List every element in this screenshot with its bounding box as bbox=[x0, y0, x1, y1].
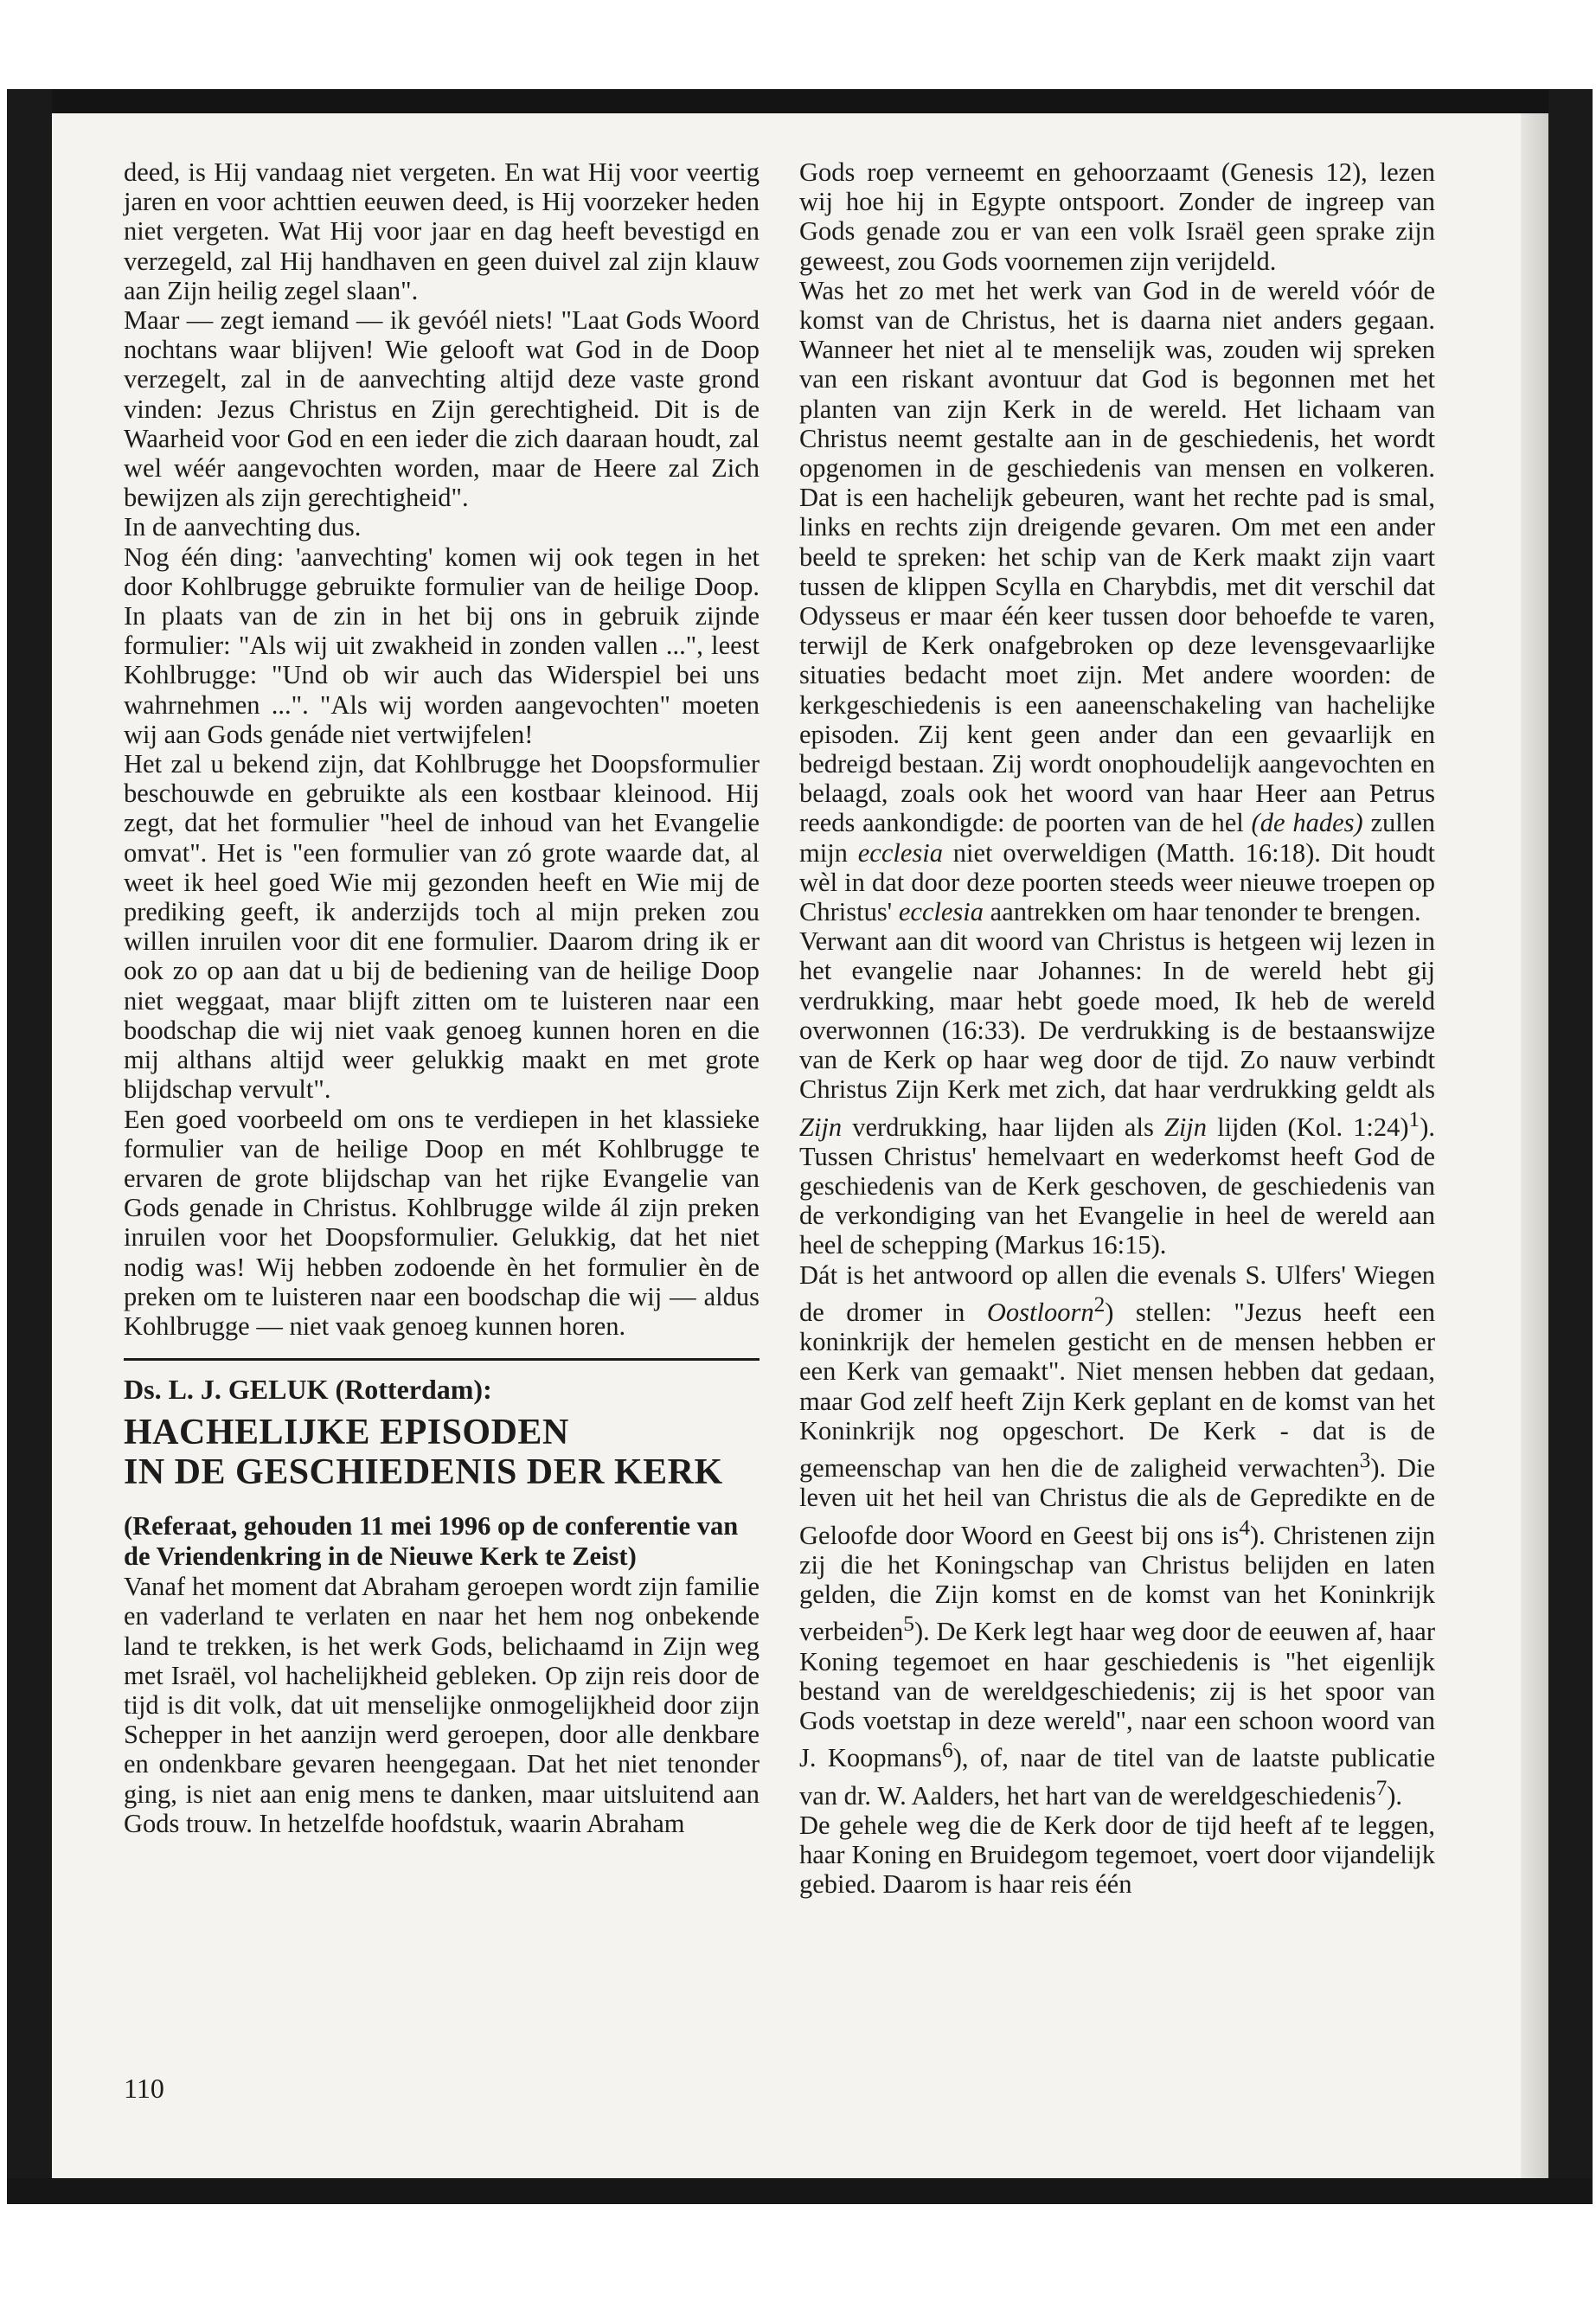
right-paragraph-3 bbox=[799, 926, 1435, 1259]
article-subtitle: (Referaat, gehouden 11 mei 1996 op de conferentie van de Vriendenkring in de Nieuwe Kerk te Zeist) bbox=[124, 1511, 739, 1572]
text-run: ). Tussen Christus' hemelvaart en wederkomst heeft God de geschiedenis van de Kerk geschoven, de geschiedenis van de verkondiging van het Evangelie in heel de wereld aan heel de schepping (Markus 16:15). bbox=[799, 1112, 1435, 1260]
article-title-line-1: HACHELIJKE EPISODEN bbox=[124, 1413, 569, 1453]
footnote-ref: 5 bbox=[903, 1612, 914, 1637]
italic-text: (de hades) bbox=[1251, 808, 1363, 838]
footnote-ref: 3 bbox=[1359, 1448, 1371, 1473]
left-paragraph-2: Maar — zegt iemand — ik gevóél niets! "Laat Gods Woord nochtans waar blijven! Wie gelooft wat God in de Doop verzegelt, zal in de aanvechting altijd deze vaste grond vinden: Jezus Christus en Zijn gerechtigheid. Dit is de Waarheid voor God en een ieder die zich daaraan houdt, zal wel wéér aangevochten worden, maar de Heere zal Zich bewijzen als zijn gerechtigheid". bbox=[124, 305, 760, 513]
page-edge-shadow bbox=[1521, 113, 1548, 2178]
article-title-line-2: IN DE GESCHIEDENIS DER KERK bbox=[124, 1452, 723, 1493]
right-paragraph-1: Gods roep verneemt en gehoorzaamt (Genesis 12), lezen wij hoe hij in Egypte ontspoort. Zonder de ingreep van Gods genade zou er van een volk Israël geen sprake zijn geweest, zou Gods voornemen zijn verijdeld. bbox=[799, 157, 1435, 276]
text-run: aantrekken om haar tenonder te brengen. bbox=[984, 897, 1421, 927]
text-run: ), of, naar de titel van de laatste publicatie van dr. W. Aalders, het hart van de wereldgeschiedenis bbox=[799, 1743, 1435, 1811]
italic-text: ecclesia bbox=[857, 837, 943, 868]
section-divider bbox=[124, 1358, 760, 1361]
left-paragraph-5: Het zal u bekend zijn, dat Kohlbrugge het Doopsformulier beschouwde en gebruikte als een kostbaar kleinood. Hij zegt, dat het formulier "heel de inhoud van het Evangelie omvat". Het is "een formulier van zó grote waarde dat, al weet ik heel goed Wie mij gezonden heeft en Wie mij de prediking geeft, ik anderzijds toch al mijn preken zou willen inruilen voor dit ene formulier. Daarom dring ik er ook zo op aan dat u bij de bediening van de heilige Doop niet weggaat, maar blijft zitten om te luisteren naar een boodschap die wij niet vaak genoeg kunnen horen en die mij althans altijd weer gelukkig maakt en met grote blijdschap vervult". bbox=[124, 749, 760, 1105]
text-run: Dát is het antwoord op allen die evenals S. Ulfers' Wiegen de dromer in bbox=[799, 1259, 1435, 1328]
text-run: ) stellen: "Jezus heeft een koninkrijk der hemelen gesticht en de mensen hebben er een Kerk van gemaakt". Niet mensen hebben dat gedaan, maar God zelf heeft Zijn Kerk geplant en de komst van het Koninkrijk nog opgeschort. De Kerk - dat is de gemeenschap van hen die de zaligheid verwachten bbox=[799, 1298, 1435, 1484]
italic-text: Oostloorn bbox=[986, 1298, 1094, 1328]
right-paragraph-2 bbox=[799, 276, 1435, 926]
left-column bbox=[124, 157, 760, 1838]
article-title bbox=[124, 1413, 760, 1492]
text-run: ). Christenen zijn zij die het Koningschap van Christus belijden en laten gelden, die Zijn komst en de komst van het Koninkrijk verbeiden bbox=[799, 1520, 1435, 1647]
text-run: niet overweldigen (Matth. 16:18). Dit houdt wèl in dat door deze poorten steeds weer nieuwe troepen op Christus' bbox=[799, 837, 1435, 927]
footnote-ref: 7 bbox=[1375, 1775, 1388, 1800]
text-run: verdrukking, haar lijden als bbox=[842, 1112, 1164, 1142]
left-paragraph-1: deed, is Hij vandaag niet vergeten. En wat Hij voor veertig jaren en voor achttien eeuwen deed, is Hij voorzeker heden niet vergeten. Wat Hij voor jaar en dag heeft bevestigd en verzegeld, zal Hij handhaven en geen duivel zal zijn klauw aan Zijn heilig zegel slaan". bbox=[124, 157, 760, 305]
page-number: 110 bbox=[124, 2073, 164, 2104]
scan-border-bottom bbox=[7, 2178, 1593, 2204]
scan-border-top bbox=[7, 89, 1593, 113]
italic-text: Zijn bbox=[799, 1112, 843, 1142]
right-column bbox=[799, 157, 1435, 1900]
text-run: zullen mijn bbox=[799, 808, 1435, 868]
footnote-ref: 6 bbox=[942, 1738, 953, 1763]
article-author: Ds. L. J. GELUK (Rotterdam): bbox=[124, 1374, 492, 1406]
italic-text: ecclesia bbox=[898, 897, 984, 927]
text-run: Verwant aan dit woord van Christus is hetgeen wij lezen in het evangelie naar Johannes: In de wereld hebt gij verdrukking, maar hebt goede moed, Ik heb de wereld overwonnen (16:33). De verdrukking is de bestaanswijze van de Kerk op haar weg door de tijd. Zo nauw verbindt Christus Zijn Kerk met zich, dat haar verdrukking geldt als bbox=[799, 926, 1435, 1105]
footnote-ref: 1 bbox=[1408, 1106, 1420, 1131]
scan-border-right bbox=[1548, 89, 1593, 2204]
right-paragraph-5: De gehele weg die de Kerk door de tijd heeft af te leggen, haar Koning en Bruidegom tegemoet, voert door vijandelijk gebied. Daarom is haar reis één bbox=[799, 1811, 1435, 1900]
text-run: Was het zo met het werk van God in de wereld vóór de komst van de Christus, het is daarna niet anders gegaan. Wanneer het niet al te menselijk was, zouden wij spreken van een riskant avontuur dat God is begonnen met het planten van zijn Kerk in de wereld. Het lichaam van Christus neemt gestalte aan in de geschiedenis, het wordt opgenomen in de geschiedenis van mensen en volkeren. Dat is een hachelijk gebeuren, want het rechte pad is smal, links en rechts zijn dreigende gevaren. Om met een ander beeld te spreken: het schip van de Kerk maakt zijn vaart tussen de klippen Scylla en Charybdis, met dit verschil dat Odysseus er maar één keer tussen door behoefde te varen, terwijl de Kerk onafgebroken op deze levensgevaarlijke situaties bedacht moet zijn. Met andere woorden: de kerkgeschiedenis is een aaneenschakeling van hachelijke episoden. Zij kent geen ander dan een gevaarlijk en bedreigd bestaan. Zij wordt onophoudelijk aangevochten en belaagd, zoals ook het woord van haar Heer aan Petrus reeds aankondigde: de poorten van de hel bbox=[799, 275, 1435, 838]
text-run: ). Die leven uit het heil van Christus die als de Gepredikte en de Geloofde door Woord en Geest bij ons is bbox=[799, 1453, 1435, 1550]
left-paragraph-3: In de aanvechting dus. bbox=[124, 512, 362, 542]
article-intro-paragraph: Vanaf het moment dat Abraham geroepen wordt zijn familie en vaderland te verlaten en naar het hem nog onbekende land te trekken, is het werk Gods, belichaamd in Zijn weg met Israël, vol hachelijkheid gebleken. Op zijn reis door de tijd is dit volk, dat uit menselijke onmogelijkheid door zijn Schepper in het aanzijn werd geroepen, door alle denkbare en ondenkbare gevaren heengegaan. Dat het niet tenonder ging, is niet aan enig mens te danken, maar uitsluitend aan Gods trouw. In hetzelfde hoofdstuk, waarin Abraham bbox=[124, 1572, 760, 1838]
left-paragraph-6: Een goed voorbeeld om ons te verdiepen in het klassieke formulier van de heilige Doop en mét Kohlbrugge te ervaren de grote blijdschap van het rijke Evangelie van Gods genade in Christus. Kohlbrugge wilde ál zijn preken inruilen voor het Doopsformulier. Gelukkig, dat het niet nodig was! Wij hebben zodoende èn het formulier èn de preken om te luisteren naar een boodschap die wij — aldus Kohlbrugge — niet vaak genoeg kunnen horen. bbox=[124, 1104, 760, 1341]
text-run: ). De Kerk legt haar weg door de eeuwen af, haar Koning tegemoet en haar geschiedenis is "het eigenlijk bestand van de wereldgeschiedenis; zij is het spoor van Gods voetstap in deze wereld", naar een schoon woord van J. Koopmans bbox=[799, 1617, 1435, 1773]
footnote-ref: 2 bbox=[1093, 1292, 1106, 1317]
left-paragraph-4: Nog één ding: 'aanvechting' komen wij ook tegen in het door Kohlbrugge gebruikte formulier van de heilige Doop. In plaats van de zin in het bij ons in gebruik zijnde formulier: "Als wij uit zwakheid in zonden vallen ...", leest Kohlbrugge: "Und ob wir auch das Widerspiel bei uns wahrnehmen ...". "Als wij worden aangevochten" moeten wij aan Gods genáde niet vertwijfelen! bbox=[124, 542, 760, 749]
text-run: ). bbox=[1387, 1780, 1403, 1811]
footnote-ref: 4 bbox=[1239, 1515, 1251, 1540]
text-run: lijden (Kol. 1:24) bbox=[1207, 1112, 1409, 1142]
scan-border-left bbox=[7, 89, 52, 2204]
right-paragraph-4 bbox=[799, 1260, 1435, 1811]
italic-text: Zijn bbox=[1163, 1112, 1208, 1142]
